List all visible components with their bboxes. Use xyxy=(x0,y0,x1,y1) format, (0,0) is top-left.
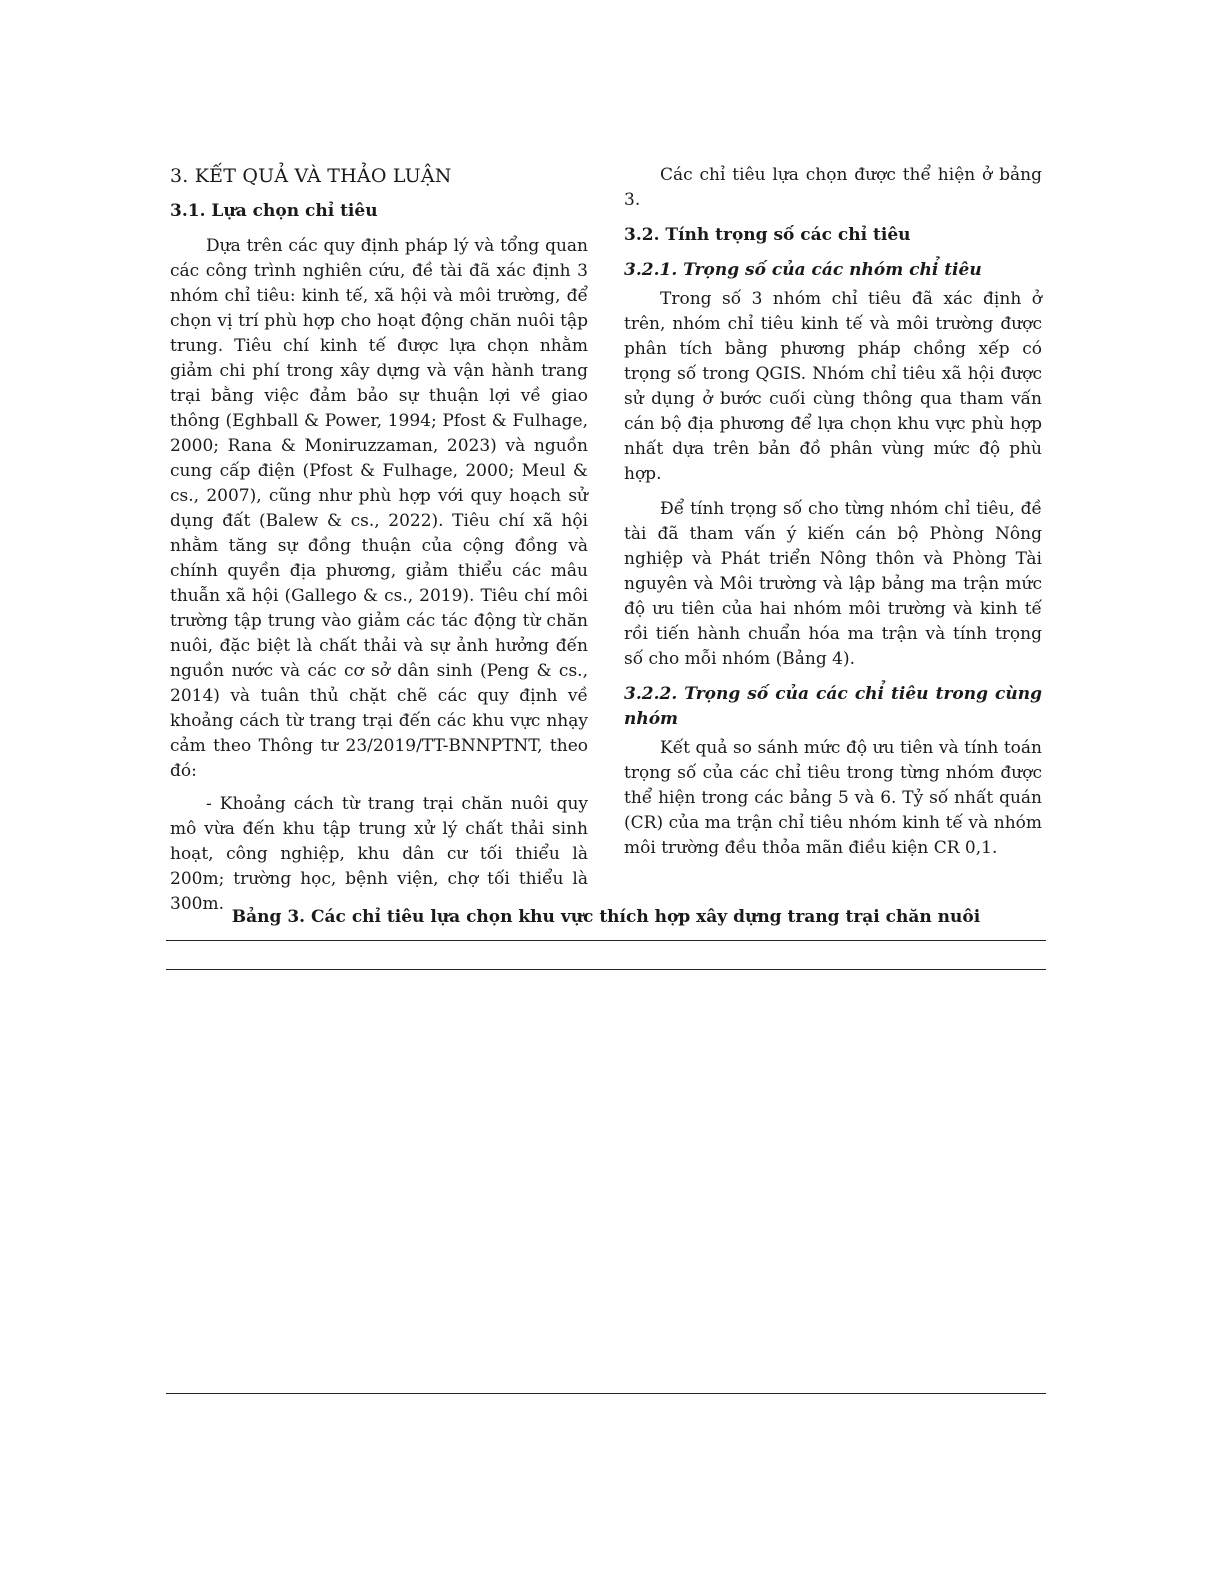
table-bottom-rule xyxy=(166,1393,1046,1394)
section-title: 3. KẾT QUẢ VÀ THẢO LUẬN xyxy=(170,165,452,187)
subsection-heading-3-2-2: 3.2.2. Trọng số của các chỉ tiêu trong cùng nhóm xyxy=(624,684,1042,729)
table-3-caption: Bảng 3. Các chỉ tiêu lựa chọn khu vực thích hợp xây dựng trang trại chăn nuôi xyxy=(231,907,981,927)
subsection-heading-3-2-1: 3.2.1. Trọng số của các nhóm chỉ tiêu xyxy=(624,260,982,280)
subsection-heading-3-1: 3.1. Lựa chọn chỉ tiêu xyxy=(170,201,378,221)
right-column xyxy=(624,163,1042,869)
paragraph-group-analysis: Trong số 3 nhóm chỉ tiêu đã xác định ở trên, nhóm chỉ tiêu kinh tế và môi trường được phân tích bằng phương pháp chồng xếp có trọng số trong QGIS. Nhóm chỉ tiêu xã hội được sử dụng ở bước cuối cùng thông qua tham vấn cán bộ địa phương để lựa chọn khu vực phù hợp nhất dựa trên bản đồ phân vùng mức độ phù hợp. xyxy=(624,289,1042,484)
left-column xyxy=(170,163,588,925)
paragraph-distance-rules: - Khoảng cách từ trang trại chăn nuôi quy mô vừa đến khu tập trung xử lý chất thải sinh hoạt, công nghiệp, khu dân cư tối thiểu là 200m; trường học, bệnh viện, chợ tối thiểu là 300m. xyxy=(170,794,588,914)
paragraph-table-reference: Các chỉ tiêu lựa chọn được thể hiện ở bảng 3. xyxy=(624,165,1042,210)
table-top-rule xyxy=(166,940,1046,941)
paragraph-consistency-ratio: Kết quả so sánh mức độ ưu tiên và tính toán trọng số của các chỉ tiêu trong từng nhóm được thể hiện trong các bảng 5 và 6. Tỷ số nhất quán (CR) của ma trận chỉ tiêu nhóm kinh tế và nhóm môi trường đều thỏa mãn điều kiện CR 0,1. xyxy=(624,738,1042,858)
paragraph-group-weights: Để tính trọng số cho từng nhóm chỉ tiêu, đề tài đã tham vấn ý kiến cán bộ Phòng Nông nghiệp và Phát triển Nông thôn và Phòng Tài nguyên và Môi trường và lập bảng ma trận mức độ ưu tiên của hai nhóm môi trường và kinh tế rồi tiến hành chuẩn hóa ma trận và tính trọng số cho mỗi nhóm (Bảng 4). xyxy=(624,499,1042,669)
paragraph-criteria-selection: Dựa trên các quy định pháp lý và tổng quan các công trình nghiên cứu, đề tài đã xác định 3 nhóm chỉ tiêu: kinh tế, xã hội và môi trường, để chọn vị trí phù hợp cho hoạt động chăn nuôi tập trung. Tiêu chí kinh tế được lựa chọn nhằm giảm chi phí trong xây dựng và vận hành trang trại bằng việc đảm bảo sự thuận lợi về giao thông (Eghball & Power, 1994; Pfost & Fulhage, 2000; Rana & Moniruzzaman, 2023) và nguồn cung cấp điện (Pfost & Fulhage, 2000; Meul & cs., 2007), cũng như phù hợp với quy hoạch sử dụng đất (Balew & cs., 2022). Tiêu chí xã hội nhằm tăng sự đồng thuận của cộng đồng và chính quyền địa phương, giảm thiểu các mâu thuẫn xã hội (Gallego & cs., 2019). Tiêu chí môi trường tập trung vào giảm các tác động từ chăn nuôi, đặc biệt là chất thải và sự ảnh hưởng đến nguồn nước và các cơ sở dân sinh (Peng & cs., 2014) và tuân thủ chặt chẽ các quy định về khoảng cách từ trang trại đến các khu vực nhạy cảm theo Thông tư 23/2019/TT-BNNPTNT, theo đó: xyxy=(170,236,588,781)
subsection-heading-3-2: 3.2. Tính trọng số các chỉ tiêu xyxy=(624,225,911,245)
table-header-rule xyxy=(166,969,1046,970)
